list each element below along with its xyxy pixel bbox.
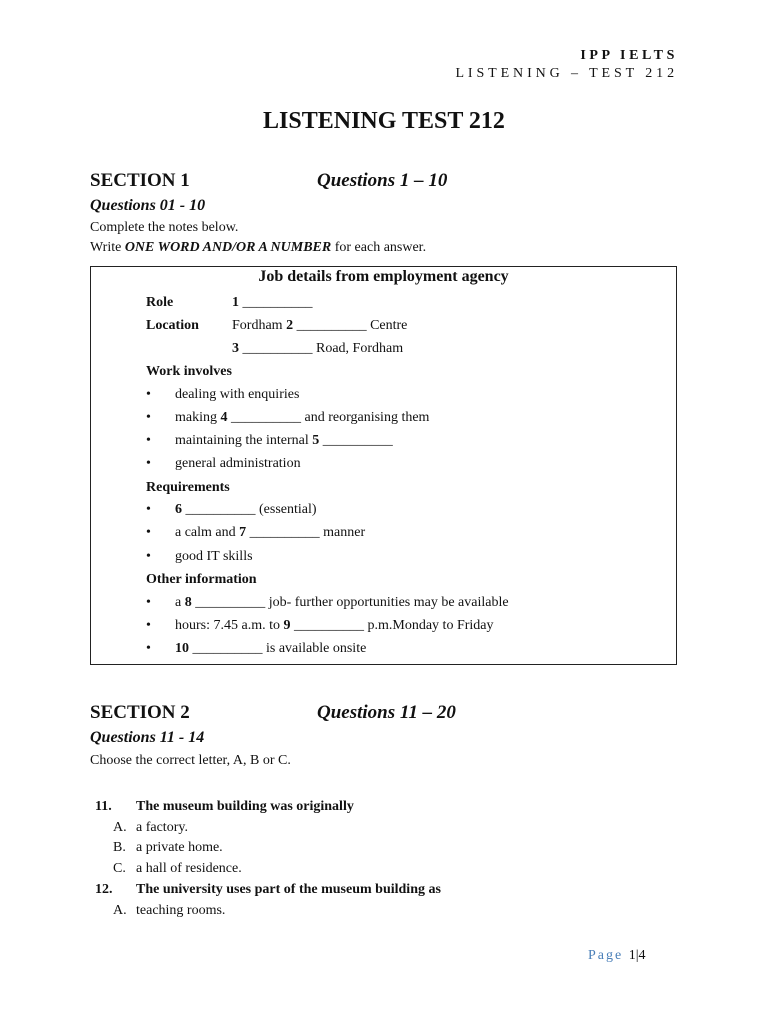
other-item (175, 618, 494, 634)
work-item-text: maintaining the internal (175, 433, 313, 448)
instr2-post: for each answer. (331, 240, 427, 255)
notes-title: Job details from employment agency (258, 268, 509, 285)
option-letter: B. (113, 840, 126, 855)
work-item (175, 433, 393, 449)
page-word: Page (588, 948, 624, 963)
bullet: • (146, 618, 151, 633)
req-item-post: __________ (essential) (182, 502, 317, 517)
option-text: teaching rooms. (136, 903, 226, 918)
question-text: The university uses part of the museum building as (136, 882, 441, 897)
other-item-post: __________ job- further opportunities may be available (191, 595, 509, 610)
q2-post: __________ Centre (293, 318, 408, 333)
other-item-post: __________ p.m.Monday to Friday (290, 618, 494, 633)
role-label: Role (146, 295, 174, 310)
page-separator: | (635, 948, 639, 963)
section2-subheading: Questions 11 - 14 (90, 729, 205, 746)
work-item (175, 456, 301, 472)
req-item (175, 502, 317, 518)
section1-subheading: Questions 01 - 10 (90, 197, 206, 214)
question-number: 12. (95, 882, 113, 897)
role-value (232, 295, 313, 311)
q2-pre: Fordham (232, 318, 287, 333)
q2-number: 2 (286, 318, 294, 333)
page-title: LISTENING TEST 212 (263, 108, 505, 134)
work-item-text: general administration (175, 456, 301, 471)
section1-heading (90, 170, 448, 192)
location-label: Location (146, 318, 199, 333)
q9-number: 9 (283, 618, 291, 633)
q7-number: 7 (239, 525, 247, 540)
page-number: 1 (628, 948, 636, 963)
bullet: • (146, 433, 151, 448)
req-item (175, 549, 253, 565)
bullet: • (146, 641, 151, 656)
req-item (175, 525, 365, 541)
question-text: The museum building was originally (136, 799, 354, 814)
req-item-text: good IT skills (175, 549, 253, 564)
bullet: • (146, 502, 151, 517)
work-item-post: __________ and reorganising them (227, 410, 430, 425)
page-total: 4 (638, 948, 646, 963)
section1-instruction-2 (90, 240, 426, 256)
option-text: a factory. (136, 820, 188, 835)
option-text: a private home. (136, 840, 223, 855)
instr2-pre: Write (90, 240, 125, 255)
other-item-post: __________ is available onsite (189, 641, 367, 656)
page-footer (588, 948, 646, 964)
q3-number: 3 (232, 341, 239, 356)
req-item-post: __________ manner (246, 525, 366, 540)
location-value (232, 318, 407, 334)
section2-instruction: Choose the correct letter, A, B or C. (90, 753, 291, 768)
instr2-bold: ONE WORD AND/OR A NUMBER (124, 240, 332, 255)
bullet: • (146, 595, 151, 610)
section2-heading (90, 702, 456, 724)
option-text: a hall of residence. (136, 861, 242, 876)
q1-number: 1 (232, 295, 239, 310)
requirements-label: Requirements (146, 480, 230, 495)
section2-range: Questions 11 – 20 (317, 702, 456, 723)
work-item-text: dealing with enquiries (175, 387, 300, 402)
section1-instruction-1: Complete the notes below. (90, 220, 239, 235)
work-label: Work involves (146, 364, 232, 379)
header-brand: IPP IELTS (580, 48, 678, 63)
bullet: • (146, 410, 151, 425)
work-item (175, 387, 299, 403)
work-item (175, 410, 429, 426)
other-item-text: hours: 7.45 a.m. to (175, 618, 284, 633)
header-test-name: LISTENING – TEST 212 (455, 66, 678, 81)
other-item (175, 641, 366, 657)
q5-number: 5 (312, 433, 320, 448)
q4-number: 4 (220, 410, 228, 425)
q8-number: 8 (184, 595, 192, 610)
option-letter: C. (113, 861, 126, 876)
option-letter: A. (113, 820, 127, 835)
road-value (232, 341, 403, 357)
bullet: • (146, 525, 151, 540)
work-item-text: making (175, 410, 221, 425)
q1-blank: __________ (239, 295, 313, 310)
bullet: • (146, 456, 151, 471)
other-item-text: a (175, 595, 185, 610)
bullet: • (146, 549, 151, 564)
req-item-text: a calm and (175, 525, 240, 540)
q10-number: 10 (175, 641, 189, 656)
question-number: 11. (95, 799, 112, 814)
work-item-post: __________ (319, 433, 393, 448)
option-letter: A. (113, 903, 127, 918)
section1-label: SECTION 1 (90, 170, 190, 191)
q3-post: __________ Road, Fordham (239, 341, 404, 356)
section1-range: Questions 1 – 10 (317, 170, 448, 191)
bullet: • (146, 387, 151, 402)
section2-label: SECTION 2 (90, 702, 190, 723)
q6-number: 6 (175, 502, 182, 517)
other-item (175, 595, 509, 611)
other-info-label: Other information (146, 572, 257, 587)
